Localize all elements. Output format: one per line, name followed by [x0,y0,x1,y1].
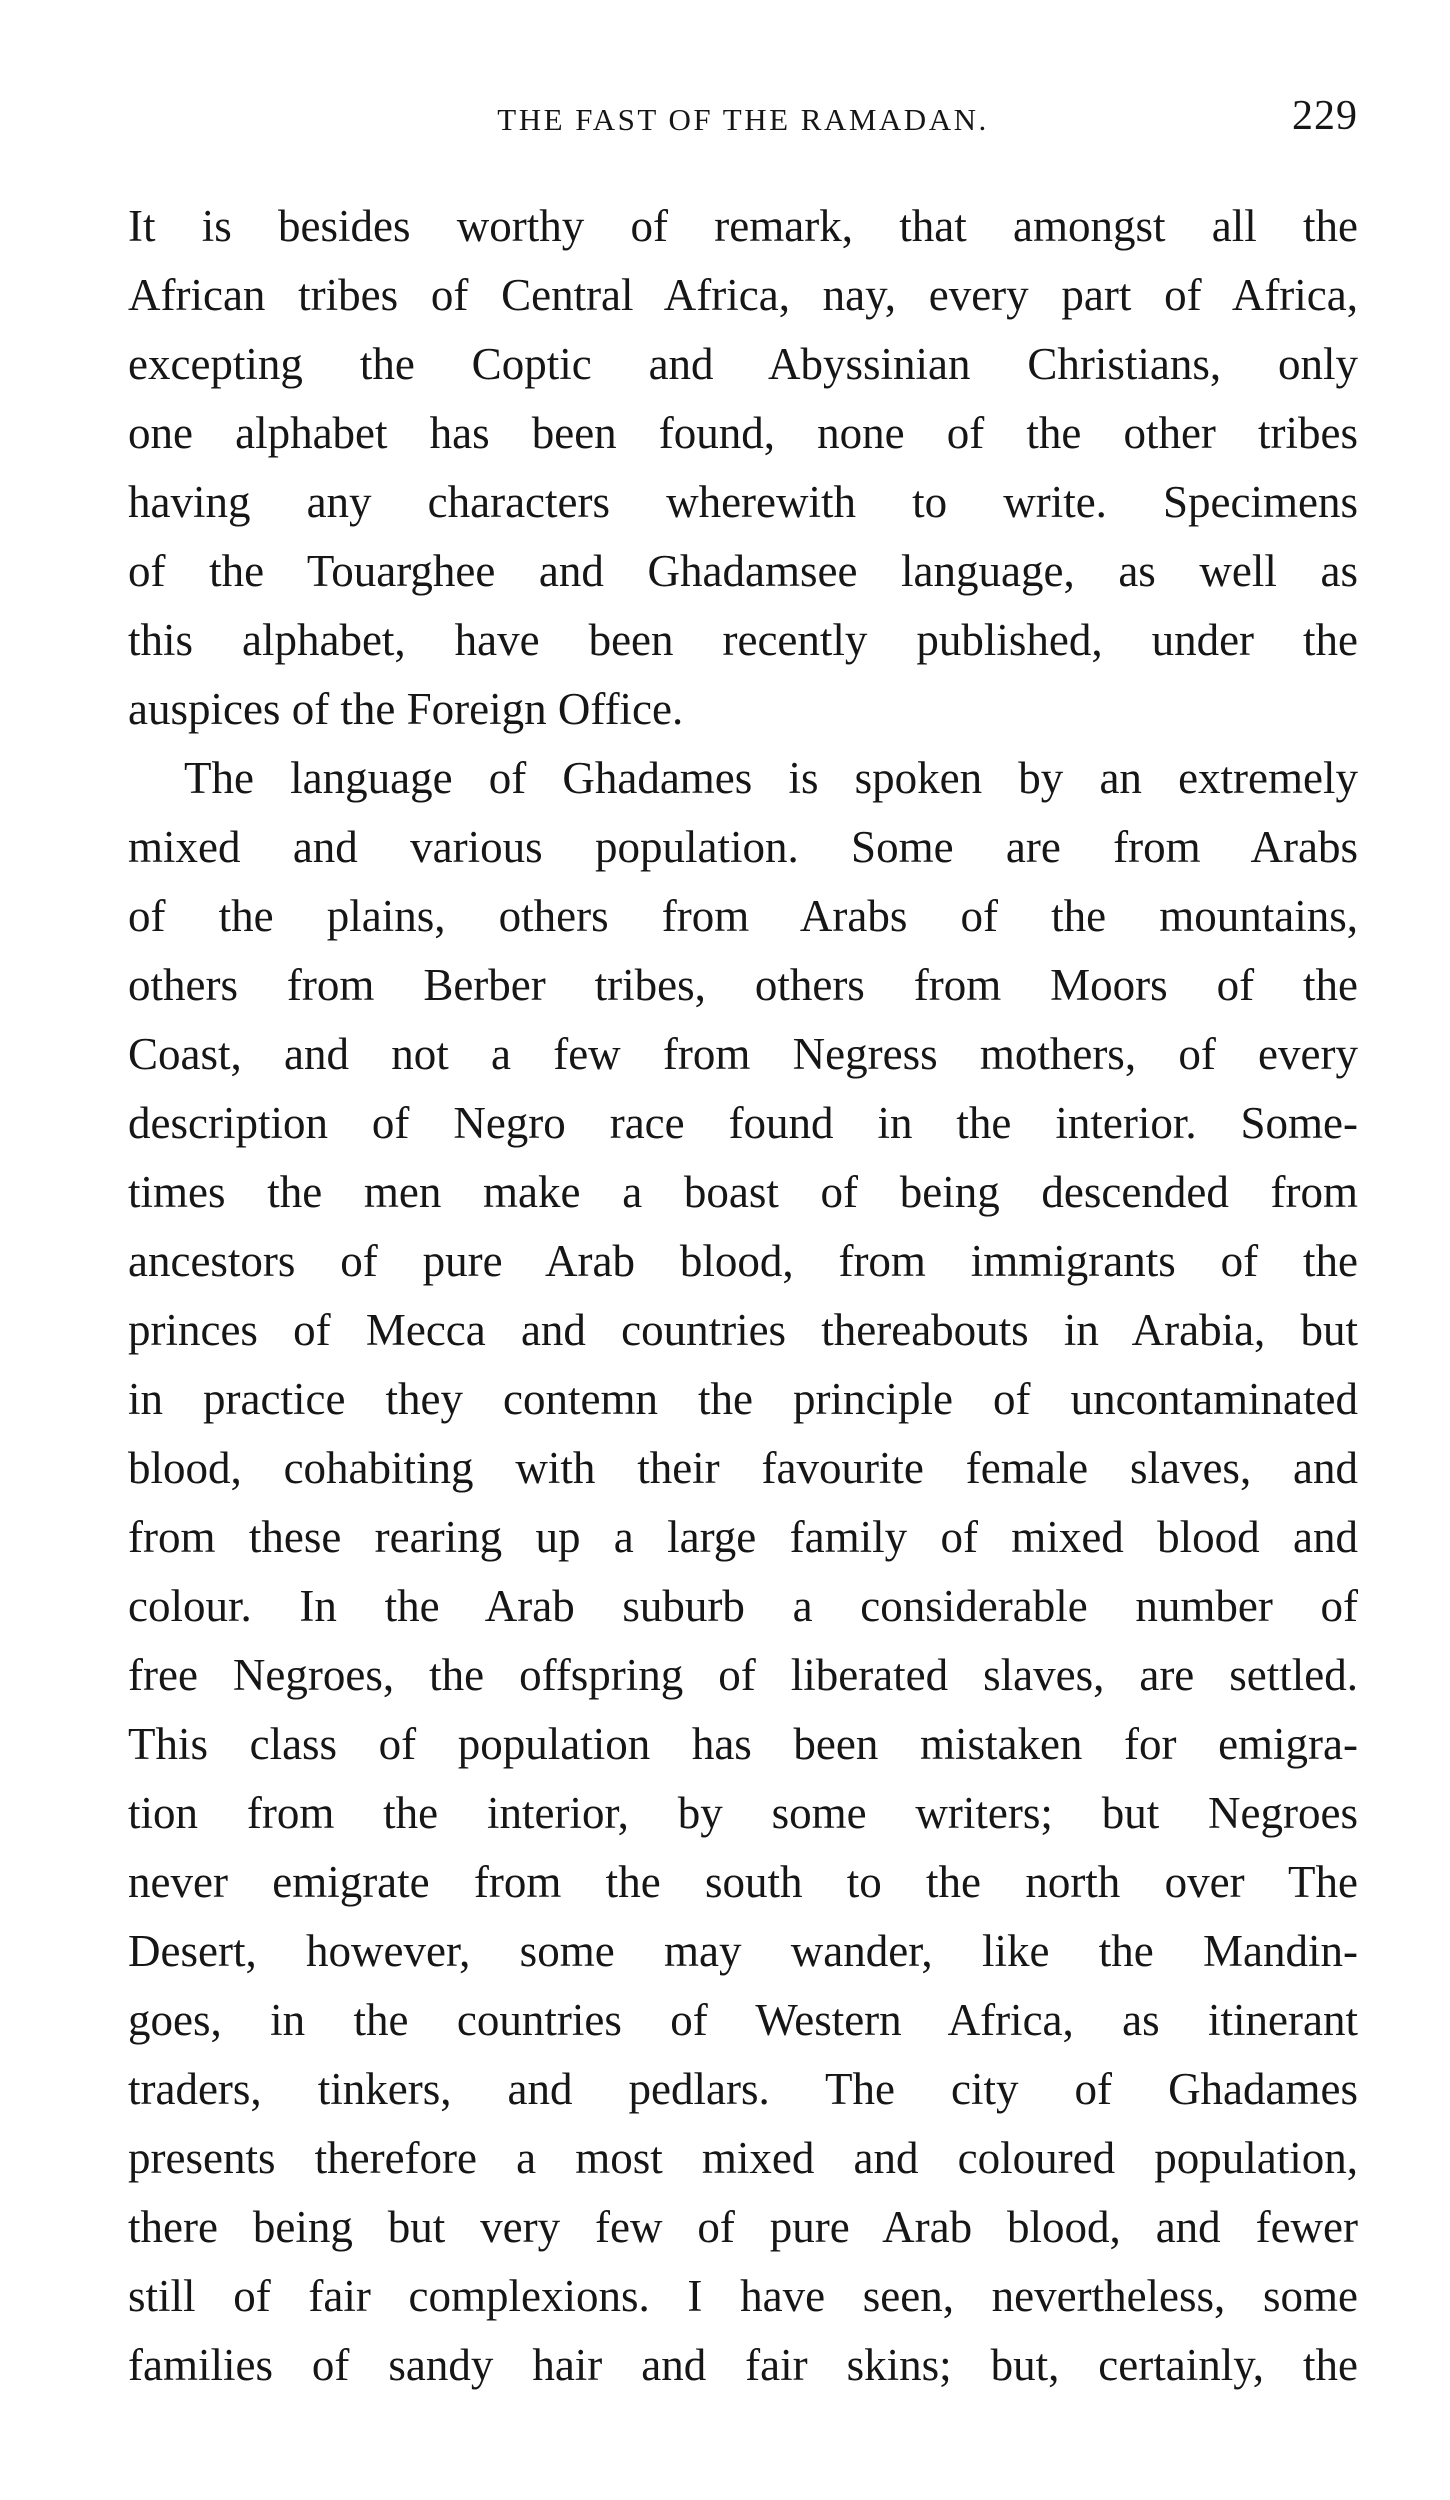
text-line: tion from the interior, by some writers; but Negroes [128,1788,1358,1838]
text-line: one alphabet has been found, none of the other tribes [128,408,1358,458]
text-line: traders, tinkers, and pedlars. The city of Ghadames [128,2064,1358,2114]
text-line: of the plains, others from Arabs of the mountains, [128,891,1358,941]
text-line: there being but very few of pure Arab blood, and fewer [128,2202,1358,2252]
text-line: from these rearing up a large family of mixed blood and [128,1512,1358,1562]
text-line: times the men make a boast of being descended from [128,1167,1358,1217]
body-text [128,192,1358,2400]
text-line: Desert, however, some may wander, like the Mandin- [128,1926,1358,1976]
text-line: mixed and various population. Some are from Arabs [128,822,1358,872]
text-line: colour. In the Arab suburb a considerable number of [128,1581,1358,1631]
text-line: in practice they contemn the principle of uncontaminated [128,1374,1358,1424]
running-head [128,92,1358,152]
running-title: THE FAST OF THE RAMADAN. [497,102,989,137]
text-line: presents therefore a most mixed and coloured population, [128,2133,1358,2183]
text-line: excepting the Coptic and Abyssinian Christians, only [128,339,1358,389]
paragraph-2 [128,744,1358,2400]
text-line: princes of Mecca and countries thereabouts in Arabia, but [128,1305,1358,1355]
text-line: ancestors of pure Arab blood, from immigrants of the [128,1236,1358,1286]
text-line: goes, in the countries of Western Africa, as itinerant [128,1995,1358,2045]
text-line: auspices of the Foreign Office. [128,684,684,734]
text-line: still of fair complexions. I have seen, nevertheless, some [128,2271,1358,2321]
text-line: blood, cohabiting with their favourite female slaves, and [128,1443,1358,1493]
paragraph-1 [128,192,1358,744]
text-line: The language of Ghadames is spoken by an extremely [184,753,1358,803]
text-line: Coast, and not a few from Negress mothers, of every [128,1029,1358,1079]
page-number: 229 [1292,93,1358,139]
text-line: African tribes of Central Africa, nay, every part of Africa, [128,270,1358,320]
text-line: of the Touarghee and Ghadamsee language, as well as [128,546,1358,596]
text-line: this alphabet, have been recently published, under the [128,615,1358,665]
text-line: It is besides worthy of remark, that amongst all the [128,201,1358,251]
text-line: others from Berber tribes, others from Moors of the [128,960,1358,1010]
text-line: description of Negro race found in the interior. Some- [128,1098,1358,1148]
text-line: families of sandy hair and fair skins; but, certainly, the [128,2340,1358,2390]
text-line: This class of population has been mistaken for emigra- [128,1719,1358,1769]
text-line: free Negroes, the offspring of liberated slaves, are settled. [128,1650,1358,1700]
text-line: never emigrate from the south to the north over The [128,1857,1358,1907]
text-line: having any characters wherewith to write. Specimens [128,477,1358,527]
